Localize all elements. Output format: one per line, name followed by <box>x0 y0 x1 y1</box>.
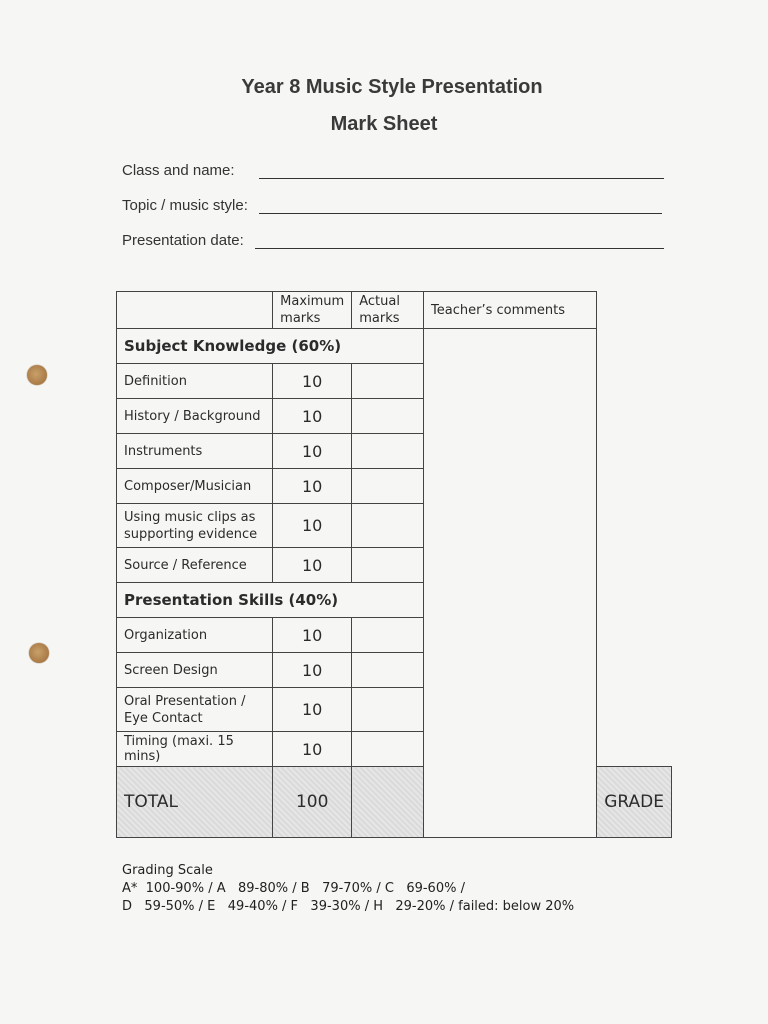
max-mark: 10 <box>273 364 352 399</box>
criterion-label: Timing (maxi. 15 mins) <box>117 732 273 767</box>
max-mark: 10 <box>273 504 352 548</box>
max-mark: 10 <box>273 618 352 653</box>
criterion-label: Source / Reference <box>117 548 273 583</box>
actual-mark-cell <box>352 653 424 688</box>
grading-line-2: D 59-50% / E 49-40% / F 39-30% / H 29-20% / failed: below 20% <box>122 899 575 914</box>
actual-mark-cell <box>352 399 424 434</box>
criterion-label: Organization <box>117 618 273 653</box>
date-label: Presentation date: <box>122 232 244 249</box>
criterion-label: Screen Design <box>117 653 273 688</box>
grading-line-1: A* 100-90% / A 89-80% / B 79-70% / C 69-60% / <box>122 881 465 896</box>
grade-label: GRADE <box>597 767 672 838</box>
topic-label: Topic / music style: <box>122 197 248 214</box>
date-line <box>255 248 664 249</box>
teacher-comments-box <box>424 329 597 838</box>
header-teacher-comments: Teacher’s comments <box>424 292 597 329</box>
topic-field <box>122 197 248 214</box>
class-name-line <box>259 178 664 179</box>
header-max-marks: Maximum marks <box>273 292 352 329</box>
actual-mark-cell <box>352 688 424 732</box>
max-mark: 10 <box>273 688 352 732</box>
actual-mark-cell <box>352 548 424 583</box>
max-mark: 10 <box>273 434 352 469</box>
table-header-row <box>117 292 672 329</box>
max-mark: 10 <box>273 653 352 688</box>
punch-hole <box>29 643 49 663</box>
actual-mark-cell <box>352 469 424 504</box>
criterion-label: Instruments <box>117 434 273 469</box>
total-actual-cell <box>352 767 424 838</box>
criterion-label: History / Background <box>117 399 273 434</box>
total-label: TOTAL <box>117 767 273 838</box>
section-title: Subject Knowledge (60%) <box>117 329 424 364</box>
actual-mark-cell <box>352 618 424 653</box>
total-value: 100 <box>273 767 352 838</box>
criterion-label: Composer/Musician <box>117 469 273 504</box>
topic-line <box>259 213 662 214</box>
max-mark: 10 <box>273 548 352 583</box>
page-title: Year 8 Music Style Presentation <box>241 76 543 98</box>
section-title: Presentation Skills (40%) <box>117 583 424 618</box>
grading-title: Grading Scale <box>122 863 213 878</box>
page-subtitle: Mark Sheet <box>330 113 438 135</box>
max-mark: 10 <box>273 469 352 504</box>
date-field <box>122 232 244 249</box>
actual-mark-cell <box>352 434 424 469</box>
criterion-label: Definition <box>117 364 273 399</box>
actual-mark-cell <box>352 504 424 548</box>
section-row <box>117 329 672 364</box>
criterion-label: Oral Presentation / Eye Contact <box>117 688 273 732</box>
criterion-label: Using music clips as supporting evidence <box>117 504 273 548</box>
max-mark: 10 <box>273 399 352 434</box>
actual-mark-cell <box>352 364 424 399</box>
actual-mark-cell <box>352 732 424 767</box>
max-mark: 10 <box>273 732 352 767</box>
header-actual-marks: Actual marks <box>352 292 424 329</box>
class-name-field <box>122 162 235 179</box>
marks-table <box>116 291 672 838</box>
header-blank <box>117 292 273 329</box>
class-name-label: Class and name: <box>122 162 235 179</box>
punch-hole <box>27 365 47 385</box>
grading-scale <box>122 862 574 916</box>
